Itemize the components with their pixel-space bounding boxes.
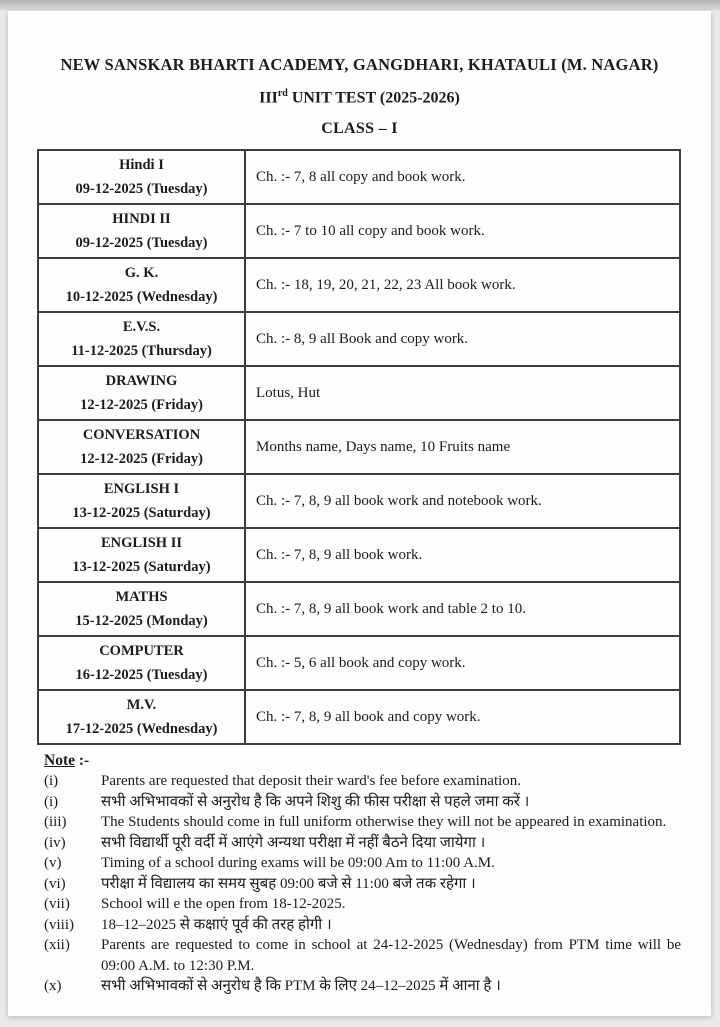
syllabus-text: Ch. :- 5, 6 all book and copy work. xyxy=(245,636,680,690)
note-number: (iv) xyxy=(44,834,66,851)
subject-name: M.V. xyxy=(126,697,157,714)
subject-cell xyxy=(38,690,245,744)
syllabus-text: Ch. :- 7, 8, 9 all book work and table 2 to 10. xyxy=(245,582,680,636)
table-row xyxy=(38,258,680,312)
notes-list xyxy=(44,771,681,997)
table-row xyxy=(38,420,680,474)
table-row xyxy=(38,690,680,744)
subject-name: CONVERSATION xyxy=(82,427,201,444)
note-number: (i) xyxy=(44,773,59,790)
table-row xyxy=(38,366,680,420)
note-number: (x) xyxy=(44,978,62,995)
subject-cell xyxy=(38,582,245,636)
school-name: NEW SANSKAR BHARTI ACADEMY, GANGDHARI, KHATAULI (M. NAGAR) xyxy=(60,55,659,74)
syllabus-text: Ch. :- 7 to 10 all copy and book work. xyxy=(245,204,680,258)
subject-name: ENGLISH I xyxy=(103,481,180,498)
subject-cell xyxy=(38,258,245,312)
exam-date: 16-12-2025 (Tuesday) xyxy=(75,667,208,684)
table-row xyxy=(38,204,680,258)
exam-date: 12-12-2025 (Friday) xyxy=(80,451,203,468)
notes-heading xyxy=(44,750,681,771)
note-text: Timing of a school during exams will be 09:00 Am to 11:00 A.M. xyxy=(101,855,495,872)
notes-label-suffix: :- xyxy=(75,752,90,770)
exam-date: 12-12-2025 (Friday) xyxy=(80,397,203,414)
subject-name: Hindi I xyxy=(119,157,164,174)
note-number: (viii) xyxy=(44,916,74,933)
note-item xyxy=(44,976,681,997)
syllabus-text: Lotus, Hut xyxy=(245,366,680,420)
note-item xyxy=(44,771,681,792)
subject-cell xyxy=(38,420,245,474)
subject-name: MATHS xyxy=(115,589,168,606)
exam-date: 09-12-2025 (Tuesday) xyxy=(75,235,208,252)
subject-name: E.V.S. xyxy=(122,319,161,336)
syllabus-text: Ch. :- 8, 9 all Book and copy work. xyxy=(245,312,680,366)
exam-date: 10-12-2025 (Wednesday) xyxy=(65,289,218,306)
test-title-prefix: III xyxy=(259,89,278,107)
exam-date: 13-12-2025 (Saturday) xyxy=(72,505,211,522)
photo-top-edge xyxy=(0,0,720,10)
subject-cell xyxy=(38,474,245,528)
table-row xyxy=(38,528,680,582)
table-row xyxy=(38,150,680,204)
note-number: (v) xyxy=(44,855,62,872)
exam-date: 15-12-2025 (Monday) xyxy=(75,613,208,630)
syllabus-text: Ch. :- 7, 8, 9 all book work. xyxy=(245,528,680,582)
subject-name: HINDI II xyxy=(112,211,171,228)
syllabus-text: Ch. :- 18, 19, 20, 21, 22, 23 All book work. xyxy=(245,258,680,312)
note-item xyxy=(44,833,681,854)
syllabus-text: Ch. :- 7, 8, 9 all book and copy work. xyxy=(245,690,680,744)
table-row xyxy=(38,636,680,690)
note-item xyxy=(44,792,681,813)
subject-cell xyxy=(38,636,245,690)
subject-name: COMPUTER xyxy=(99,643,184,660)
syllabus-text: Ch. :- 7, 8, 9 all book work and notebook work. xyxy=(245,474,680,528)
note-item xyxy=(44,935,681,976)
note-item xyxy=(44,812,681,833)
subject-name: ENGLISH II xyxy=(101,535,182,552)
syllabus-text: Ch. :- 7, 8 all copy and book work. xyxy=(245,150,680,204)
note-number: (xii) xyxy=(44,937,70,954)
note-text: School will e the open from 18-12-2025. xyxy=(101,896,346,913)
exam-date: 17-12-2025 (Wednesday) xyxy=(65,721,218,738)
note-text: सभी विद्यार्थी पूरी वर्दी में आएंगे अन्यथा परीक्षा में नहीं बैठने दिया जायेगा । xyxy=(101,834,486,851)
subject-cell xyxy=(38,204,245,258)
test-title xyxy=(8,88,711,107)
note-text: Parents are requested to come in school at 24-12-2025 (Wednesday) from PTM time will be 09:00 A.M. to 12:30 P.M. xyxy=(101,937,681,974)
syllabus-text: Months name, Days name, 10 Fruits name xyxy=(245,420,680,474)
note-text: परीक्षा में विद्यालय का समय सुबह 09:00 बजे से 11:00 बजे तक रहेगा । xyxy=(101,875,476,892)
note-number: (vii) xyxy=(44,896,70,913)
document-header xyxy=(8,11,711,138)
note-item xyxy=(44,894,681,915)
test-title-suffix: UNIT TEST (2025-2026) xyxy=(287,89,460,107)
exam-date: 13-12-2025 (Saturday) xyxy=(72,559,211,576)
note-text: The Students should come in full uniform otherwise they will not be appeared in examination. xyxy=(101,814,667,831)
note-number: (vi) xyxy=(44,875,66,892)
note-item xyxy=(44,853,681,874)
table-row xyxy=(38,474,680,528)
document-page xyxy=(8,11,711,1016)
note-text: Parents are requested that deposit their ward's fee before examination. xyxy=(101,773,522,790)
note-text: सभी अभिभावकों से अनुरोध है कि अपने शिशु की फीस परीक्षा से पहले जमा करें । xyxy=(101,793,530,810)
class-title: CLASS – I xyxy=(321,120,398,138)
note-item xyxy=(44,915,681,936)
note-text: सभी अभिभावकों से अनुरोध है कि PTM के लिए 24–12–2025 में आना है । xyxy=(101,978,501,995)
subject-name: DRAWING xyxy=(105,373,178,390)
table-row xyxy=(38,582,680,636)
subject-cell xyxy=(38,366,245,420)
subject-cell xyxy=(38,150,245,204)
subject-cell xyxy=(38,528,245,582)
notes-section xyxy=(44,750,681,997)
subject-name: G. K. xyxy=(124,265,159,282)
subject-cell xyxy=(38,312,245,366)
note-number: (i) xyxy=(44,793,59,810)
exam-schedule-table xyxy=(37,149,681,745)
note-item xyxy=(44,874,681,895)
exam-schedule-body xyxy=(38,150,680,744)
exam-date: 09-12-2025 (Tuesday) xyxy=(75,181,208,198)
table-row xyxy=(38,312,680,366)
notes-label: Note xyxy=(44,752,75,770)
note-number: (iii) xyxy=(44,814,67,831)
note-text: 18–12–2025 से कक्षाएं पूर्व की तरह होगी । xyxy=(101,916,332,933)
test-title-ordinal: rd xyxy=(277,88,288,99)
exam-date: 11-12-2025 (Thursday) xyxy=(71,343,212,360)
